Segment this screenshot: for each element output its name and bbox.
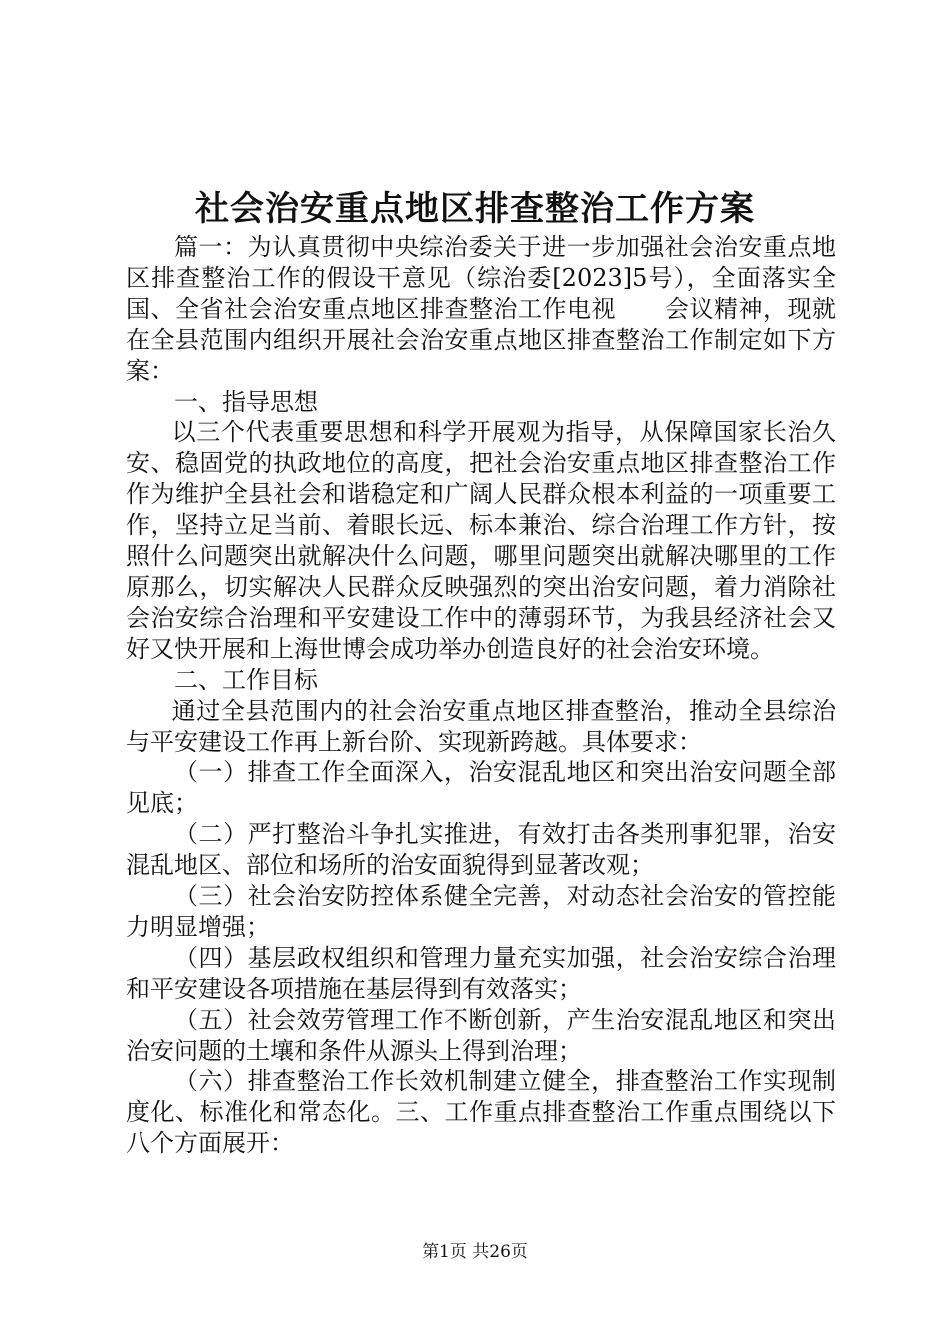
guiding-thought-paragraph: 以三个代表重要思想和科学开展观为指导，从保障国家长治久安、稳固党的执政地位的高度，把社会治安重点地区排查整治工作作为维护全县社会和谐稳定和广阔人民群众根本利益的一项重要工作，坚持立足当前、着眼长远、标本兼治、综合治理工作方针，按照什么问题突出就解决什么问题，哪里问题突出就解决哪里的工作原那么，切实解决人民群众反映强烈的突出治安问题，着力消除社会治安综合治理和平安建设工作中的薄弱环节，为我县经济社会又好又快开展和上海世博会成功举办创造良好的社会治安环境。 [126, 418, 836, 663]
goal-item-5: （五）社会效劳管理工作不断创新，产生治安混乱地区和突出治安问题的土壤和条件从源头上得到治理； [126, 1005, 836, 1065]
goal-item-4: （四）基层政权组织和管理力量充实加强，社会治安综合治理和平安建设各项措施在基层得到有效落实； [126, 943, 836, 1003]
document-title: 社会治安重点地区排查整治工作方案 [195, 189, 755, 229]
section-heading-guiding-thought: 一、指导思想 [174, 387, 318, 416]
goal-item-2: （二）严打整治斗争扎实推进，有效打击各类刑事犯罪，治安混乱地区、部位和场所的治安面貌得到显著改观； [126, 820, 836, 880]
page-footer: 第1页 共26页 [422, 1242, 528, 1262]
work-goals-paragraph: 通过全县范围内的社会治安重点地区排查整治，推动全县综治与平安建设工作再上新台阶、实现新跨越。具体要求： [126, 696, 836, 756]
goal-item-1: （一）排查工作全面深入，治安混乱地区和突出治安问题全部见底； [126, 758, 836, 818]
intro-paragraph: 篇一：为认真贯彻中央综治委关于进一步加强社会治安重点地区排查整治工作的假设干意见（综治委[2023]5号），全面落实全国、全省社会治安重点地区排查整治工作电视 会议精神，现就在全县范围内组织开展社会治安重点地区排查整治工作制定如下方案： [126, 233, 836, 385]
goal-item-6: （六）排查整治工作长效机制建立健全，排查整治工作实现制度化、标准化和常态化。三、工作重点排查整治工作重点围绕以下八个方面展开： [126, 1067, 836, 1158]
goal-item-3: （三）社会治安防控体系健全完善，对动态社会治安的管控能力明显增强； [126, 882, 836, 941]
section-heading-work-goals: 二、工作目标 [174, 665, 318, 694]
document-body [126, 232, 836, 1159]
